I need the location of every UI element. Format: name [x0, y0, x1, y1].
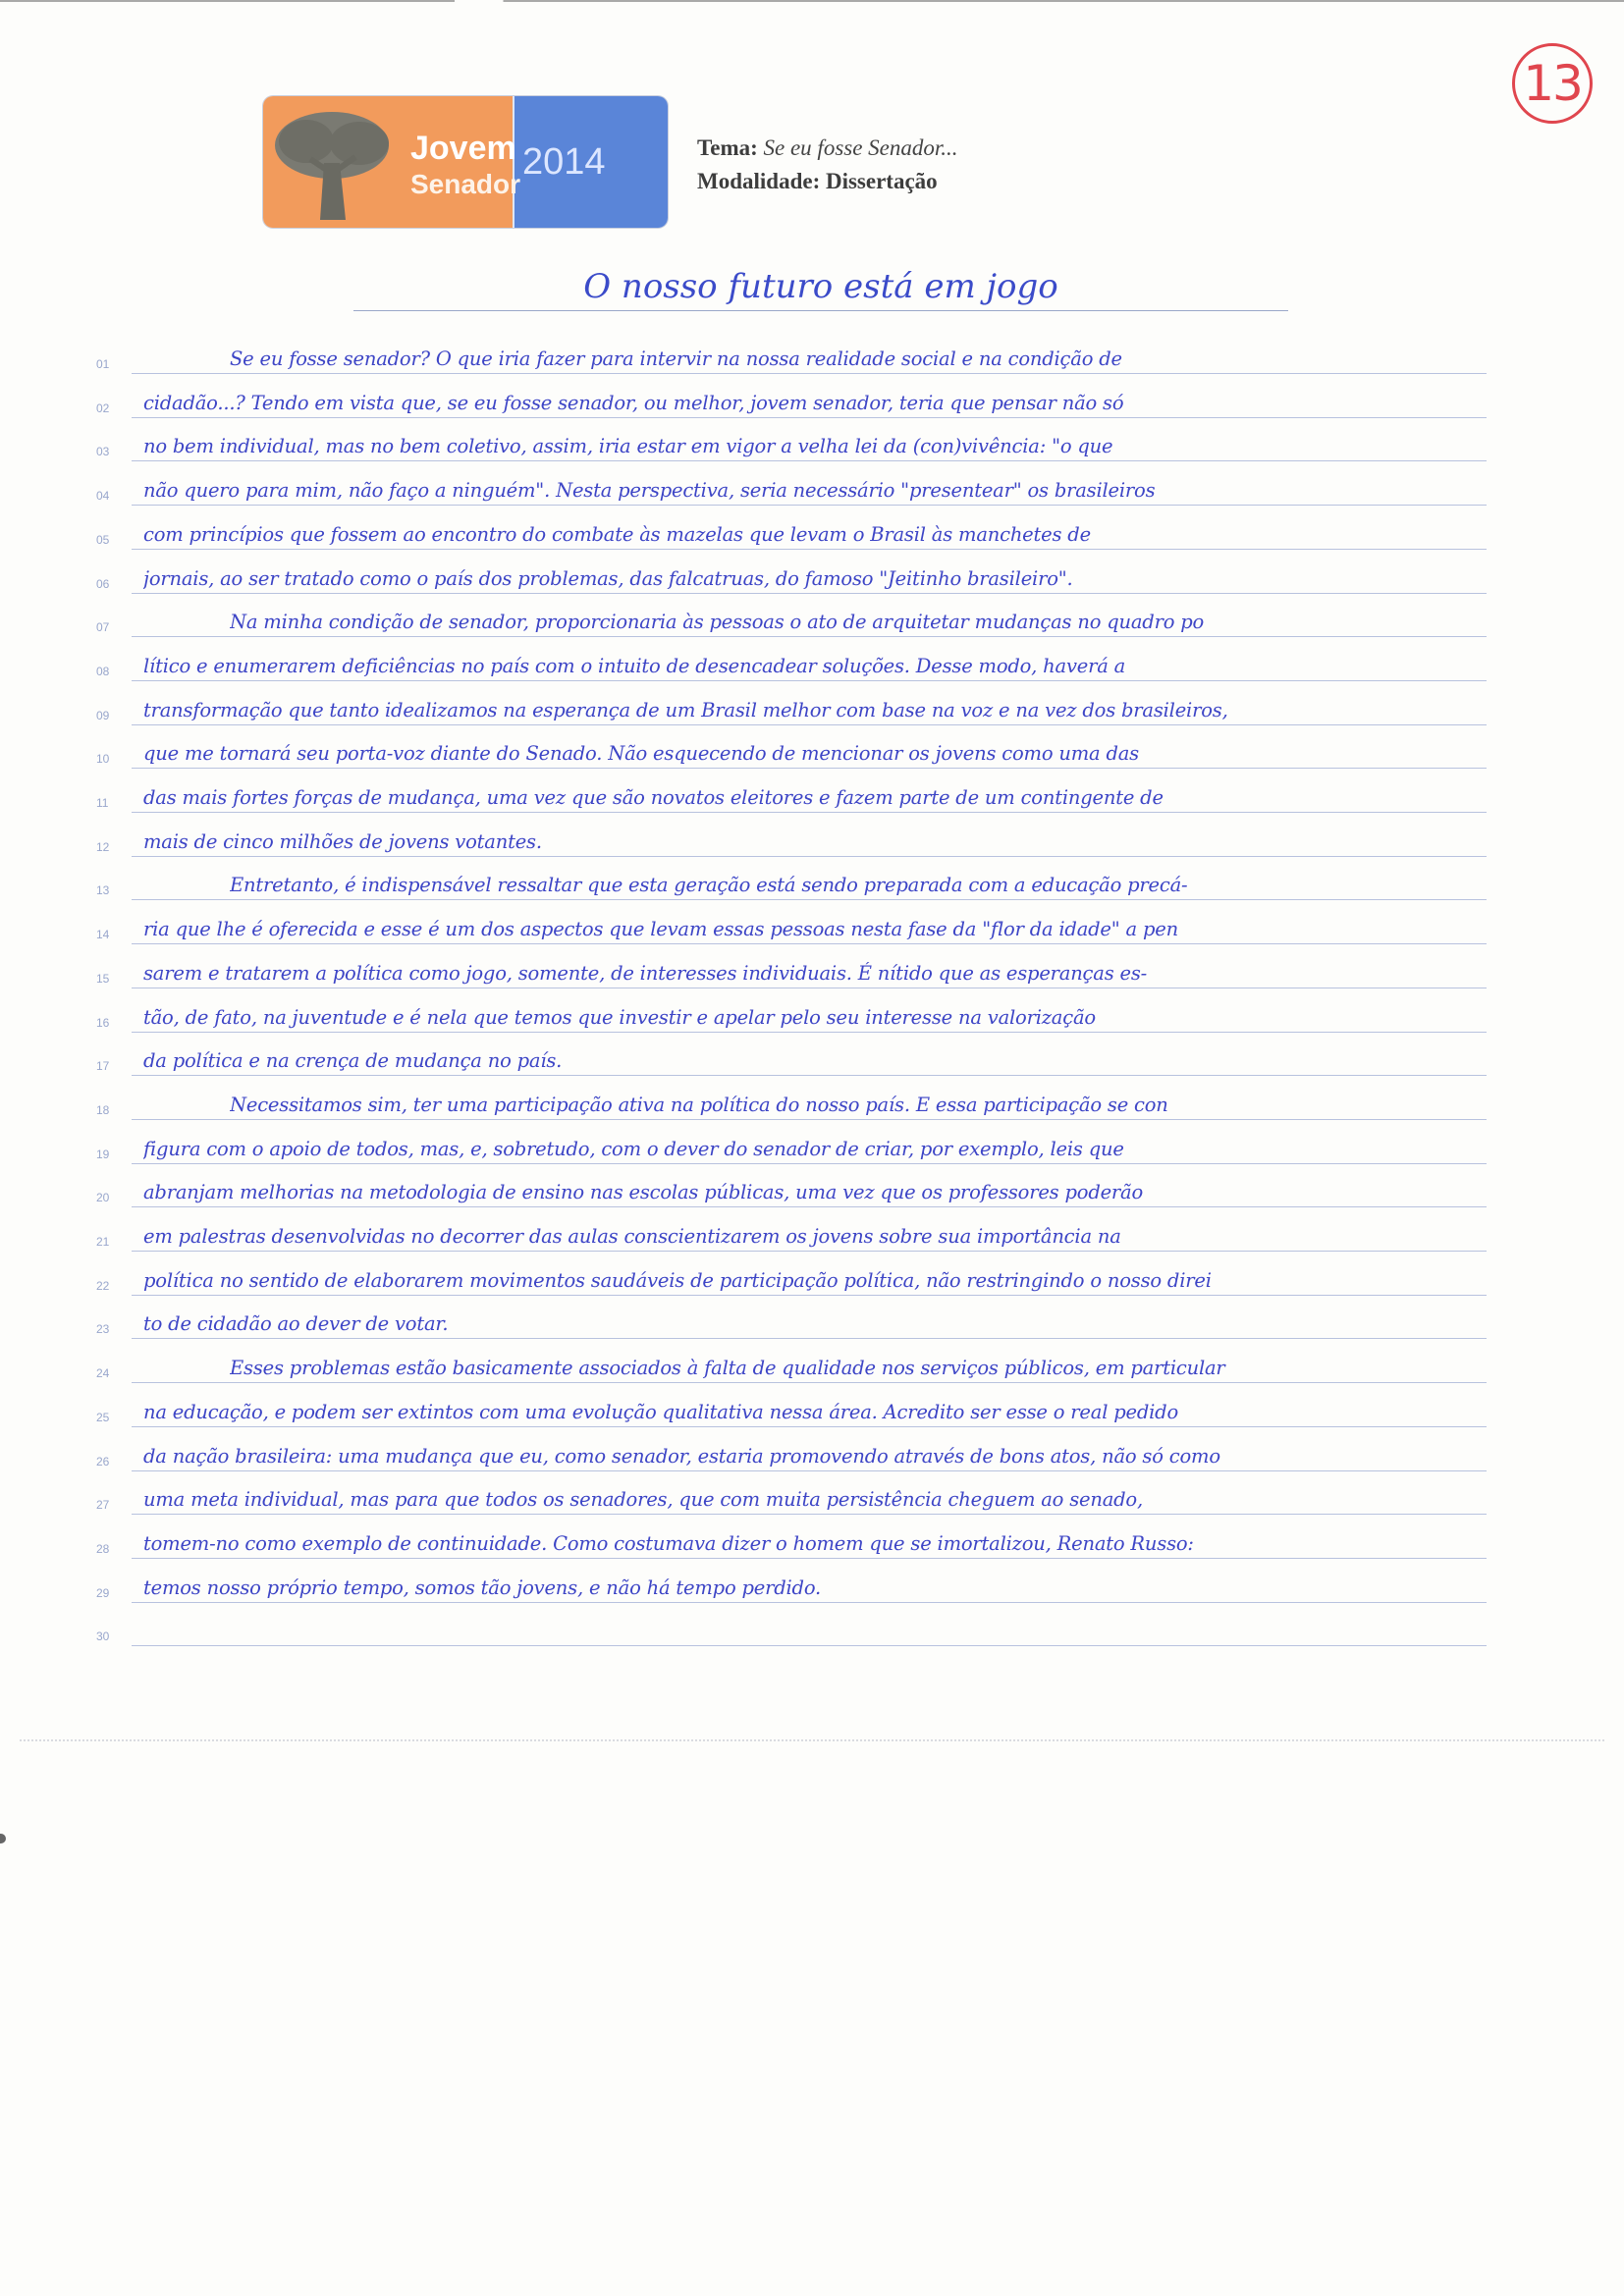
scan-edge-mark [0, 1834, 6, 1843]
essay-title: O nosso futuro está em jogo [353, 263, 1288, 311]
essay-line [96, 681, 1487, 725]
logo-orange-panel [263, 96, 521, 228]
handwritten-text: mais de cinco milhões de jovens votantes. [143, 829, 542, 853]
line-number: 13 [96, 883, 110, 898]
logo-year: 2014 [513, 96, 668, 228]
handwritten-text: que me tornará seu porta-voz diante do Senado. Não esquecendo de mencionar os jovens como uma das [143, 742, 1139, 766]
handwritten-text: não quero para mim, não faço a ninguém". Nesta perspectiva, seria necessário "presentear" os brasileiros [143, 479, 1156, 503]
handwritten-text: jornais, ao ser tratado como o país dos problemas, das falcatruas, do famoso "Jeitinho brasileiro". [143, 566, 1073, 590]
line-number: 19 [96, 1147, 110, 1161]
handwritten-text: temos nosso próprio tempo, somos tão jovens, e não há tempo perdido. [143, 1575, 822, 1599]
essay-line [96, 1559, 1487, 1603]
essay-line [96, 856, 1487, 900]
handwritten-text: Se eu fosse senador? O que iria fazer para intervir na nossa realidade social e na condição de [230, 347, 1122, 370]
essay-line [96, 1163, 1487, 1207]
line-number: 30 [96, 1629, 110, 1644]
essay-line [96, 593, 1487, 637]
essay-line [96, 1032, 1487, 1076]
line-number: 29 [96, 1585, 110, 1600]
essay-line [96, 1120, 1487, 1164]
page-number-badge: 13 [1512, 43, 1593, 124]
essay-line [96, 461, 1487, 506]
line-number: 12 [96, 839, 110, 854]
logo-word-senador: Senador [410, 169, 521, 199]
handwritten-text: uma meta individual, mas para que todos os senadores, que com muita persistência cheguem ao senado, [143, 1488, 1143, 1512]
essay-line [96, 506, 1487, 550]
handwritten-text: tão, de fato, na juventude e é nela que temos que investir e apelar pelo seu interesse na valorização [143, 1005, 1096, 1029]
tema-row [697, 132, 958, 165]
handwritten-text: abranjam melhorias na metodologia de ensino nas escolas públicas, uma vez que os professores poderão [143, 1181, 1144, 1204]
handwritten-text: ria que lhe é oferecida e esse é um dos aspectos que levam essas pessoas nesta fase da "flor da idade" a pen [143, 918, 1178, 941]
scan-top-edge [0, 0, 1624, 2]
line-number: 21 [96, 1235, 110, 1249]
essay-line [96, 1339, 1487, 1383]
handwritten-text: figura com o apoio de todos, mas, e, sobretudo, com o dever do senador de criar, por exemplo, leis que [143, 1137, 1124, 1160]
line-number: 10 [96, 752, 110, 767]
essay-line [96, 988, 1487, 1033]
essay-header-info [697, 132, 958, 198]
line-number: 06 [96, 576, 110, 591]
modalidade-value: Dissertação [825, 169, 938, 193]
line-number: 07 [96, 620, 110, 635]
essay-line [96, 813, 1487, 857]
line-number: 08 [96, 664, 110, 678]
line-number: 15 [96, 971, 110, 986]
line-number: 20 [96, 1191, 110, 1205]
line-number: 24 [96, 1366, 110, 1381]
handwritten-text: da nação brasileira: uma mudança que eu, como senador, estaria promovendo através de bons atos, não só como [143, 1444, 1220, 1468]
tema-value: Se eu fosse Senador... [763, 135, 958, 160]
line-number: 27 [96, 1498, 110, 1513]
line-number: 14 [96, 928, 110, 942]
essay-line [96, 374, 1487, 418]
jovem-senador-logo [263, 96, 668, 228]
line-number: 28 [96, 1541, 110, 1556]
line-number: 17 [96, 1059, 110, 1074]
line-number: 05 [96, 532, 110, 547]
essay-line [96, 1602, 1487, 1646]
line-number: 23 [96, 1322, 110, 1337]
handwritten-text: cidadão...? Tendo em vista que, se eu fosse senador, ou melhor, jovem senador, teria que pensar não só [143, 391, 1124, 414]
essay-line [96, 550, 1487, 594]
line-number: 01 [96, 357, 110, 371]
essay-line [96, 1076, 1487, 1120]
essay-line [96, 769, 1487, 813]
handwritten-text: transformação que tanto idealizamos na esperança de um Brasil melhor com base na voz e na vez dos brasileiros, [143, 698, 1228, 721]
essay-line [96, 637, 1487, 681]
essay-line [96, 1252, 1487, 1296]
line-number: 09 [96, 708, 110, 722]
essay-line [96, 1515, 1487, 1559]
line-number: 22 [96, 1278, 110, 1293]
handwritten-text: no bem individual, mas no bem coletivo, assim, iria estar em vigor a velha lei da (con)vivência: "o que [143, 435, 1113, 458]
handwritten-text: com princípios que fossem ao encontro do combate às mazelas que levam o Brasil às manchetes de [143, 522, 1091, 546]
handwritten-text: sarem e tratarem a política como jogo, somente, de interesses individuais. É nítido que as esperanças es- [143, 961, 1148, 985]
logo-word-jovem: Jovem [410, 130, 516, 167]
page-divider [20, 1739, 1604, 1741]
line-number: 04 [96, 489, 110, 504]
modalidade-row [697, 165, 958, 198]
handwritten-text: na educação, e podem ser extintos com uma evolução qualitativa nessa área. Acredito ser esse o real pedido [143, 1400, 1178, 1423]
handwritten-text: Esses problemas estão basicamente associados à falta de qualidade nos serviços públicos, em particular [230, 1357, 1225, 1380]
tema-label: Tema: [697, 135, 758, 160]
essay-line [96, 1383, 1487, 1427]
essay-line [96, 900, 1487, 944]
modalidade-label: Modalidade: [697, 169, 821, 193]
essay-line [96, 724, 1487, 769]
line-number: 18 [96, 1102, 110, 1117]
handwritten-text: to de cidadão ao dever de votar. [143, 1312, 449, 1336]
essay-line [96, 1470, 1487, 1515]
handwritten-text: da política e na crença de mudança no país. [143, 1049, 563, 1073]
essay-line [96, 1295, 1487, 1339]
essay-line [96, 417, 1487, 461]
line-number: 03 [96, 445, 110, 459]
line-number: 11 [96, 796, 109, 810]
essay-line [96, 1207, 1487, 1252]
handwritten-text: Entretanto, é indispensável ressaltar que esta geração está sendo preparada com a educação precá- [230, 874, 1188, 897]
line-number: 25 [96, 1410, 110, 1424]
essay-line [96, 1427, 1487, 1471]
line-number: 02 [96, 400, 110, 415]
handwritten-text: lítico e enumerarem deficiências no país com o intuito de desencadear soluções. Desse modo, haverá a [143, 654, 1126, 677]
essay-line [96, 944, 1487, 988]
handwritten-text: das mais fortes forças de mudança, uma vez que são novatos eleitores e fazem parte de um contingente de [143, 786, 1164, 809]
tree-icon [269, 102, 395, 224]
essay-line [96, 330, 1487, 374]
handwritten-text: em palestras desenvolvidas no decorrer das aulas conscientizarem os jovens sobre sua importância na [143, 1225, 1121, 1248]
handwritten-text: política no sentido de elaborarem movimentos saudáveis de participação política, não restringindo o nosso direi [143, 1268, 1212, 1292]
line-number: 16 [96, 1015, 110, 1030]
handwritten-text: Na minha condição de senador, proporcionaria às pessoas o ato de arquitetar mudanças no quadro po [230, 611, 1205, 634]
handwritten-text: tomem-no como exemplo de continuidade. Como costumava dizer o homem que se imortalizou, Renato Russo: [143, 1531, 1194, 1555]
handwritten-text: Necessitamos sim, ter uma participação ativa na política do nosso país. E essa participação se con [230, 1093, 1168, 1116]
line-number: 26 [96, 1454, 110, 1468]
